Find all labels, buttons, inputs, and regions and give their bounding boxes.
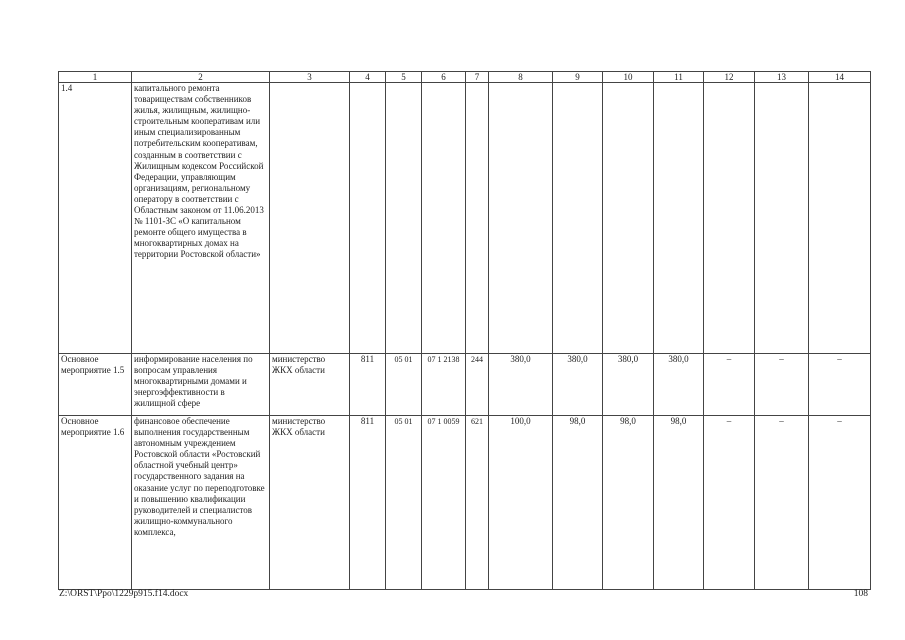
file-path-footer: Z:\ORST\Ppo\1229p915.f14.docx — [59, 589, 189, 599]
column-header: 12 — [704, 72, 755, 83]
amount-year-5 — [755, 83, 809, 354]
target-article — [422, 83, 466, 354]
column-header: 4 — [350, 72, 386, 83]
grbs-code — [350, 83, 386, 354]
amount-year-4: – — [704, 354, 755, 416]
section-code: 05 01 — [386, 416, 422, 590]
column-header: 3 — [270, 72, 350, 83]
column-header: 1 — [59, 72, 132, 83]
amount-year-2 — [603, 83, 654, 354]
section-code: 05 01 — [386, 354, 422, 416]
amount-total — [489, 83, 553, 354]
column-header: 6 — [422, 72, 466, 83]
row-description: капитального ремонта товариществам собственников жилья, жилищным, жилищно-строительным кооперативам или иным специализированным потребительским кооперативам, созданным в соответствии с Жилищным кодексом Российской Федерации, управляющим организациям, региональному оператору в соответствии с Областным законом от 11.06.2013 № 1101-ЗС «О капитальном ремонте общего имущества в многоквартирных домах на территории Ростовской области» — [132, 83, 270, 354]
target-article: 07 1 0059 — [422, 416, 466, 590]
amount-year-2: 380,0 — [603, 354, 654, 416]
column-header: 9 — [553, 72, 603, 83]
amount-year-3: 380,0 — [654, 354, 704, 416]
amount-total: 380,0 — [489, 354, 553, 416]
amount-year-5: – — [755, 416, 809, 590]
row-description: информирование населения по вопросам управления многоквартирными домами и энергоэффективности в жилищной сфере — [132, 354, 270, 416]
column-header: 13 — [755, 72, 809, 83]
grbs-code: 811 — [350, 354, 386, 416]
amount-year-1: 380,0 — [553, 354, 603, 416]
section-code — [386, 83, 422, 354]
row-code: Основное мероприятие 1.5 — [59, 354, 132, 416]
expense-type — [466, 83, 489, 354]
amount-year-5: – — [755, 354, 809, 416]
budget-table — [58, 71, 871, 590]
row-executor: министерство ЖКХ области — [270, 354, 350, 416]
row-executor — [270, 83, 350, 354]
table-row — [59, 83, 871, 354]
amount-year-1: 98,0 — [553, 416, 603, 590]
amount-year-2: 98,0 — [603, 416, 654, 590]
column-header: 11 — [654, 72, 704, 83]
amount-total: 100,0 — [489, 416, 553, 590]
amount-year-1 — [553, 83, 603, 354]
column-header: 14 — [809, 72, 871, 83]
column-header: 2 — [132, 72, 270, 83]
amount-year-6: – — [809, 354, 871, 416]
column-header: 8 — [489, 72, 553, 83]
target-article: 07 1 2138 — [422, 354, 466, 416]
amount-year-3 — [654, 83, 704, 354]
grbs-code: 811 — [350, 416, 386, 590]
column-header: 5 — [386, 72, 422, 83]
page-number: 108 — [853, 589, 868, 599]
row-description: финансовое обеспечение выполнения государственным автономным учреждением Ростовской области «Ростовский областной учебный центр» государственного задания на оказание услуг по переподготовке и повышению квалификации руководителей и специалистов жилищно-коммунального комплекса, — [132, 416, 270, 590]
table-row — [59, 354, 871, 416]
row-executor: министерство ЖКХ области — [270, 416, 350, 590]
row-code: 1.4 — [59, 83, 132, 354]
amount-year-4 — [704, 83, 755, 354]
amount-year-6 — [809, 83, 871, 354]
amount-year-4: – — [704, 416, 755, 590]
column-number-row — [59, 72, 871, 83]
amount-year-3: 98,0 — [654, 416, 704, 590]
amount-year-6: – — [809, 416, 871, 590]
row-code: Основное мероприятие 1.6 — [59, 416, 132, 590]
column-header: 7 — [466, 72, 489, 83]
expense-type: 621 — [466, 416, 489, 590]
expense-type: 244 — [466, 354, 489, 416]
table-row — [59, 416, 871, 590]
column-header: 10 — [603, 72, 654, 83]
